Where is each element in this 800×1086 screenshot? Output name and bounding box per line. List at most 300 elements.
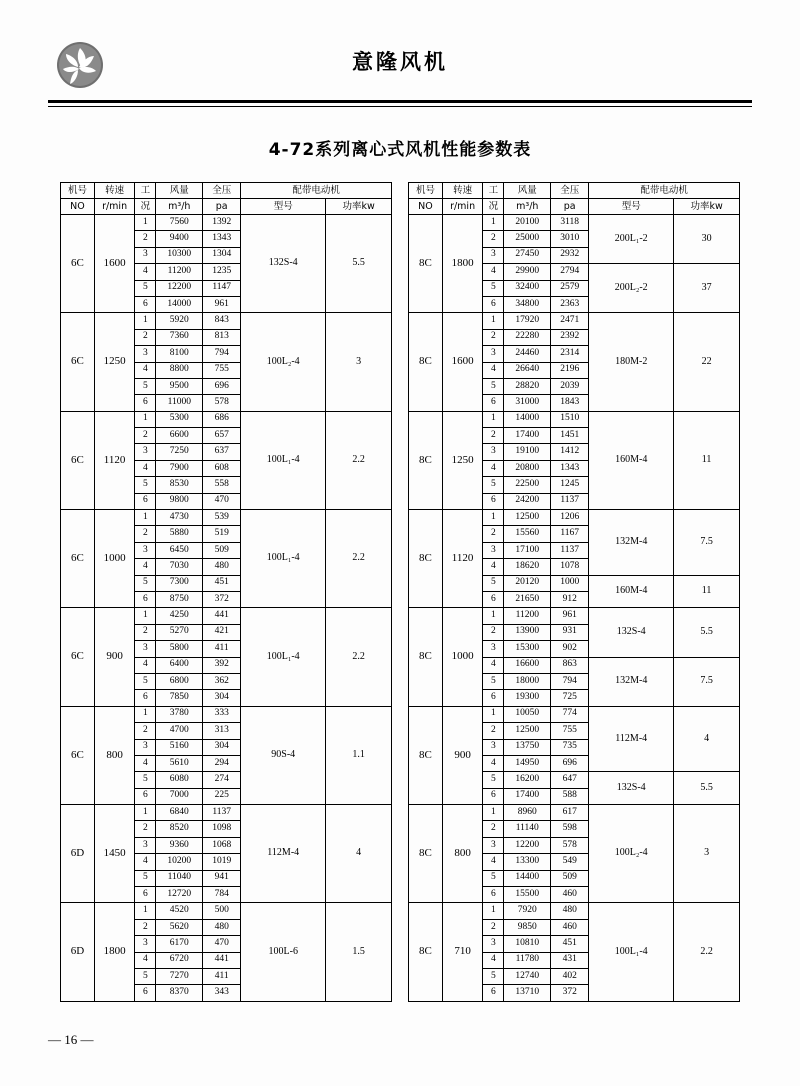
cell-motor-power: 5.5: [326, 215, 392, 313]
cell-condition: 4: [483, 854, 504, 870]
cell-motor-model: 100L₁-4: [241, 608, 326, 706]
cell-rpm: 1800: [94, 903, 134, 1001]
cell-flow: 11040: [156, 870, 203, 886]
cell-machine-no: 8C: [409, 903, 443, 1001]
col-header: 机号: [409, 183, 443, 199]
cell-condition: 1: [135, 608, 156, 624]
col-header: 转速: [442, 183, 482, 199]
page-number: — 16 —: [48, 1032, 94, 1047]
cell-motor-model: 100L₂-4: [589, 805, 674, 903]
cell-motor-power: 30: [674, 215, 740, 264]
col-header: pa: [551, 199, 589, 215]
cell-pressure: 578: [551, 837, 589, 853]
cell-condition: 5: [483, 968, 504, 984]
cell-flow: 17920: [504, 313, 551, 329]
cell-pressure: 1137: [551, 493, 589, 509]
cell-condition: 6: [483, 395, 504, 411]
cell-flow: 12720: [156, 887, 203, 903]
cell-pressure: 333: [203, 706, 241, 722]
cell-flow: 6600: [156, 428, 203, 444]
cell-flow: 15500: [504, 887, 551, 903]
cell-condition: 3: [135, 837, 156, 853]
cell-flow: 32400: [504, 280, 551, 296]
col-header: 风量: [156, 183, 203, 199]
cell-condition: 2: [135, 821, 156, 837]
cell-condition: 2: [135, 231, 156, 247]
cell-condition: 6: [135, 985, 156, 1001]
cell-flow: 26640: [504, 362, 551, 378]
col-header: r/min: [94, 199, 134, 215]
cell-flow: 7850: [156, 690, 203, 706]
cell-flow: 8520: [156, 821, 203, 837]
cell-pressure: 3118: [551, 215, 589, 231]
cell-condition: 3: [483, 936, 504, 952]
cell-flow: 19300: [504, 690, 551, 706]
company-title: 意隆风机: [352, 50, 448, 74]
col-header: r/min: [442, 199, 482, 215]
cell-flow: 8100: [156, 346, 203, 362]
cell-condition: 1: [135, 706, 156, 722]
table-row: [61, 903, 392, 919]
cell-rpm: 1000: [442, 608, 482, 706]
cell-flow: 8370: [156, 985, 203, 1001]
cell-pressure: 755: [203, 362, 241, 378]
cell-motor-power: 7.5: [674, 510, 740, 576]
cell-pressure: 784: [203, 887, 241, 903]
performance-table-left: [60, 182, 392, 1002]
cell-motor-model: 100L-6: [241, 903, 326, 1001]
cell-condition: 2: [135, 624, 156, 640]
cell-pressure: 460: [551, 887, 589, 903]
cell-motor-model: 132S-4: [241, 215, 326, 313]
cell-flow: 7560: [156, 215, 203, 231]
cell-condition: 2: [135, 428, 156, 444]
cell-pressure: 1412: [551, 444, 589, 460]
table-row: [61, 805, 392, 821]
cell-pressure: 402: [551, 968, 589, 984]
cell-condition: 3: [135, 542, 156, 558]
cell-condition: 4: [483, 755, 504, 771]
cell-condition: 6: [135, 788, 156, 804]
table-head: [409, 183, 740, 215]
table-header-row: [61, 183, 392, 199]
cell-machine-no: 8C: [409, 411, 443, 509]
cell-condition: 5: [135, 280, 156, 296]
cell-machine-no: 8C: [409, 313, 443, 411]
col-header: 况: [483, 199, 504, 215]
cell-machine-no: 6C: [61, 510, 95, 608]
cell-condition: 6: [135, 296, 156, 312]
cell-flow: 4250: [156, 608, 203, 624]
cell-pressure: 2196: [551, 362, 589, 378]
cell-condition: 4: [483, 264, 504, 280]
col-header: 全压: [203, 183, 241, 199]
cell-condition: 6: [483, 296, 504, 312]
cell-motor-model: 132S-4: [589, 772, 674, 805]
cell-pressure: 1510: [551, 411, 589, 427]
cell-condition: 4: [483, 362, 504, 378]
cell-flow: 12500: [504, 723, 551, 739]
cell-flow: 7250: [156, 444, 203, 460]
cell-rpm: 800: [94, 706, 134, 804]
cell-motor-model: 100L₁-4: [589, 903, 674, 1001]
cell-pressure: 3010: [551, 231, 589, 247]
cell-condition: 4: [135, 657, 156, 673]
cell-pressure: 2039: [551, 378, 589, 394]
cell-condition: 4: [135, 854, 156, 870]
cell-pressure: 1078: [551, 559, 589, 575]
cell-condition: 6: [483, 788, 504, 804]
cell-condition: 6: [135, 395, 156, 411]
cell-pressure: 470: [203, 936, 241, 952]
table-row: [61, 510, 392, 526]
cell-motor-power: 22: [674, 313, 740, 411]
col-header: 况: [135, 199, 156, 215]
table-header-row: [61, 199, 392, 215]
cell-pressure: 647: [551, 772, 589, 788]
col-header: 机号: [61, 183, 95, 199]
cell-pressure: 372: [551, 985, 589, 1001]
col-header-motor-group: 配带电动机: [241, 183, 392, 199]
cell-rpm: 1600: [442, 313, 482, 411]
cell-flow: 9800: [156, 493, 203, 509]
cell-pressure: 657: [203, 428, 241, 444]
cell-pressure: 1167: [551, 526, 589, 542]
cell-machine-no: 8C: [409, 706, 443, 804]
cell-condition: 3: [483, 837, 504, 853]
header-rule-thick: [48, 100, 752, 103]
table-row: [409, 903, 740, 919]
cell-flow: 5300: [156, 411, 203, 427]
cell-pressure: 2363: [551, 296, 589, 312]
cell-condition: 2: [483, 821, 504, 837]
cell-pressure: 941: [203, 870, 241, 886]
cell-motor-power: 4: [326, 805, 392, 903]
cell-motor-power: 2.2: [326, 411, 392, 509]
cell-pressure: 608: [203, 460, 241, 476]
cell-pressure: 931: [551, 624, 589, 640]
cell-pressure: 343: [203, 985, 241, 1001]
cell-pressure: 617: [551, 805, 589, 821]
cell-rpm: 900: [94, 608, 134, 706]
cell-pressure: 578: [203, 395, 241, 411]
cell-pressure: 392: [203, 657, 241, 673]
cell-pressure: 1392: [203, 215, 241, 231]
col-header: 工: [135, 183, 156, 199]
cell-motor-power: 5.5: [674, 608, 740, 657]
cell-motor-model: 100L₁-4: [241, 510, 326, 608]
cell-pressure: 411: [203, 641, 241, 657]
cell-condition: 6: [483, 591, 504, 607]
cell-pressure: 539: [203, 510, 241, 526]
table-row: [409, 313, 740, 329]
cell-condition: 6: [135, 591, 156, 607]
cell-condition: 6: [135, 690, 156, 706]
cell-flow: 14950: [504, 755, 551, 771]
cell-motor-model: 132S-4: [589, 608, 674, 657]
cell-condition: 5: [135, 477, 156, 493]
cell-pressure: 2471: [551, 313, 589, 329]
table-row: [409, 215, 740, 231]
cell-flow: 9360: [156, 837, 203, 853]
cell-condition: 2: [483, 624, 504, 640]
cell-pressure: 588: [551, 788, 589, 804]
col-header: m³/h: [156, 199, 203, 215]
cell-pressure: 696: [551, 755, 589, 771]
cell-motor-model: 112M-4: [241, 805, 326, 903]
cell-motor-model: 100L₂-4: [241, 313, 326, 411]
cell-motor-model: 160M-4: [589, 575, 674, 608]
cell-flow: 5610: [156, 755, 203, 771]
cell-flow: 11140: [504, 821, 551, 837]
cell-condition: 4: [135, 952, 156, 968]
cell-flow: 6840: [156, 805, 203, 821]
col-header: 转速: [94, 183, 134, 199]
cell-pressure: 1206: [551, 510, 589, 526]
cell-condition: 2: [483, 919, 504, 935]
cell-pressure: 843: [203, 313, 241, 329]
cell-pressure: 1098: [203, 821, 241, 837]
cell-flow: 15560: [504, 526, 551, 542]
cell-machine-no: 8C: [409, 215, 443, 313]
cell-flow: 10050: [504, 706, 551, 722]
cell-pressure: 451: [551, 936, 589, 952]
cell-condition: 6: [483, 690, 504, 706]
cell-flow: 6400: [156, 657, 203, 673]
cell-condition: 5: [135, 968, 156, 984]
cell-flow: 8530: [156, 477, 203, 493]
cell-flow: 7920: [504, 903, 551, 919]
cell-flow: 5880: [156, 526, 203, 542]
cell-flow: 24460: [504, 346, 551, 362]
cell-flow: 9500: [156, 378, 203, 394]
cell-rpm: 710: [442, 903, 482, 1001]
cell-flow: 13900: [504, 624, 551, 640]
table-head: [61, 183, 392, 215]
cell-flow: 29900: [504, 264, 551, 280]
cell-motor-model: 132M-4: [589, 510, 674, 576]
cell-condition: 6: [483, 887, 504, 903]
cell-flow: 12200: [504, 837, 551, 853]
col-header: 风量: [504, 183, 551, 199]
cell-flow: 25000: [504, 231, 551, 247]
col-header: 型号: [241, 199, 326, 215]
cell-condition: 1: [483, 411, 504, 427]
cell-flow: 9850: [504, 919, 551, 935]
cell-condition: 3: [483, 247, 504, 263]
cell-flow: 8960: [504, 805, 551, 821]
cell-motor-model: 90S-4: [241, 706, 326, 804]
cell-flow: 17400: [504, 788, 551, 804]
cell-motor-power: 2.2: [326, 608, 392, 706]
cell-condition: 3: [135, 739, 156, 755]
cell-flow: 10200: [156, 854, 203, 870]
cell-condition: 1: [483, 313, 504, 329]
table-row: [61, 706, 392, 722]
cell-condition: 3: [483, 542, 504, 558]
cell-pressure: 902: [551, 641, 589, 657]
cell-pressure: 549: [551, 854, 589, 870]
cell-condition: 4: [135, 559, 156, 575]
cell-flow: 14000: [504, 411, 551, 427]
cell-pressure: 794: [203, 346, 241, 362]
cell-motor-model: 132M-4: [589, 657, 674, 706]
cell-motor-power: 2.2: [326, 510, 392, 608]
cell-pressure: 637: [203, 444, 241, 460]
col-header-motor-group: 配带电动机: [589, 183, 740, 199]
cell-flow: 7000: [156, 788, 203, 804]
cell-condition: 5: [135, 575, 156, 591]
cell-flow: 20100: [504, 215, 551, 231]
col-header: 功率kw: [674, 199, 740, 215]
cell-pressure: 794: [551, 673, 589, 689]
cell-condition: 4: [483, 657, 504, 673]
cell-motor-power: 2.2: [674, 903, 740, 1001]
table-body: [61, 215, 392, 1002]
col-header: 工: [483, 183, 504, 199]
cell-pressure: 912: [551, 591, 589, 607]
cell-motor-model: 112M-4: [589, 706, 674, 772]
cell-flow: 5920: [156, 313, 203, 329]
cell-rpm: 1000: [94, 510, 134, 608]
cell-pressure: 294: [203, 755, 241, 771]
cell-pressure: 304: [203, 739, 241, 755]
cell-condition: 4: [135, 264, 156, 280]
cell-condition: 6: [135, 887, 156, 903]
cell-pressure: 225: [203, 788, 241, 804]
cell-pressure: 519: [203, 526, 241, 542]
cell-motor-power: 3: [674, 805, 740, 903]
cell-flow: 22280: [504, 329, 551, 345]
cell-flow: 13750: [504, 739, 551, 755]
cell-condition: 5: [135, 673, 156, 689]
cell-pressure: 735: [551, 739, 589, 755]
col-header: 型号: [589, 199, 674, 215]
page-header: [48, 40, 752, 102]
cell-pressure: 460: [551, 919, 589, 935]
cell-condition: 3: [135, 247, 156, 263]
cell-motor-power: 5.5: [674, 772, 740, 805]
cell-condition: 2: [483, 329, 504, 345]
cell-flow: 4730: [156, 510, 203, 526]
table-row: [409, 706, 740, 722]
cell-condition: 5: [483, 280, 504, 296]
cell-flow: 5800: [156, 641, 203, 657]
cell-pressure: 1000: [551, 575, 589, 591]
cell-condition: 3: [483, 346, 504, 362]
header-rule-thin: [48, 106, 752, 107]
cell-condition: 5: [483, 870, 504, 886]
cell-motor-power: 4: [674, 706, 740, 772]
cell-pressure: 725: [551, 690, 589, 706]
cell-flow: 5270: [156, 624, 203, 640]
cell-flow: 5620: [156, 919, 203, 935]
cell-flow: 10300: [156, 247, 203, 263]
col-header: NO: [61, 199, 95, 215]
cell-condition: 4: [135, 362, 156, 378]
cell-flow: 12500: [504, 510, 551, 526]
cell-flow: 19100: [504, 444, 551, 460]
cell-flow: 11200: [504, 608, 551, 624]
cell-motor-power: 1.1: [326, 706, 392, 804]
cell-condition: 3: [483, 641, 504, 657]
cell-pressure: 274: [203, 772, 241, 788]
cell-flow: 20120: [504, 575, 551, 591]
cell-flow: 6080: [156, 772, 203, 788]
cell-condition: 1: [483, 215, 504, 231]
cell-flow: 16600: [504, 657, 551, 673]
cell-condition: 1: [483, 510, 504, 526]
cell-flow: 18620: [504, 559, 551, 575]
table-row: [61, 313, 392, 329]
cell-pressure: 421: [203, 624, 241, 640]
cell-pressure: 1137: [203, 805, 241, 821]
table-row: [61, 411, 392, 427]
cell-condition: 2: [135, 919, 156, 935]
cell-condition: 2: [135, 329, 156, 345]
cell-pressure: 774: [551, 706, 589, 722]
cell-pressure: 372: [203, 591, 241, 607]
cell-pressure: 755: [551, 723, 589, 739]
cell-pressure: 1245: [551, 477, 589, 493]
cell-condition: 5: [483, 772, 504, 788]
cell-motor-model: 180M-2: [589, 313, 674, 411]
cell-machine-no: 6C: [61, 411, 95, 509]
cell-condition: 3: [135, 444, 156, 460]
col-header: pa: [203, 199, 241, 215]
cell-flow: 24200: [504, 493, 551, 509]
cell-motor-power: 7.5: [674, 657, 740, 706]
col-header: 全压: [551, 183, 589, 199]
table-row: [409, 608, 740, 624]
cell-machine-no: 8C: [409, 608, 443, 706]
cell-pressure: 441: [203, 608, 241, 624]
cell-flow: 20800: [504, 460, 551, 476]
cell-rpm: 1120: [442, 510, 482, 608]
cell-pressure: 1235: [203, 264, 241, 280]
cell-flow: 11000: [156, 395, 203, 411]
cell-condition: 5: [483, 575, 504, 591]
cell-flow: 27450: [504, 247, 551, 263]
cell-condition: 4: [483, 952, 504, 968]
table-row: [409, 510, 740, 526]
cell-condition: 3: [135, 346, 156, 362]
cell-rpm: 800: [442, 805, 482, 903]
cell-condition: 1: [135, 411, 156, 427]
cell-condition: 3: [483, 444, 504, 460]
cell-flow: 22500: [504, 477, 551, 493]
cell-pressure: 470: [203, 493, 241, 509]
cell-flow: 18000: [504, 673, 551, 689]
cell-condition: 5: [483, 378, 504, 394]
cell-condition: 3: [135, 641, 156, 657]
cell-flow: 34800: [504, 296, 551, 312]
cell-rpm: 1250: [442, 411, 482, 509]
cell-flow: 7030: [156, 559, 203, 575]
cell-condition: 3: [483, 739, 504, 755]
col-header: NO: [409, 199, 443, 215]
cell-pressure: 961: [203, 296, 241, 312]
cell-flow: 14400: [504, 870, 551, 886]
cell-pressure: 1147: [203, 280, 241, 296]
cell-condition: 1: [135, 903, 156, 919]
cell-pressure: 480: [203, 559, 241, 575]
cell-rpm: 900: [442, 706, 482, 804]
cell-flow: 13300: [504, 854, 551, 870]
cell-pressure: 1843: [551, 395, 589, 411]
cell-pressure: 686: [203, 411, 241, 427]
cell-condition: 5: [483, 673, 504, 689]
